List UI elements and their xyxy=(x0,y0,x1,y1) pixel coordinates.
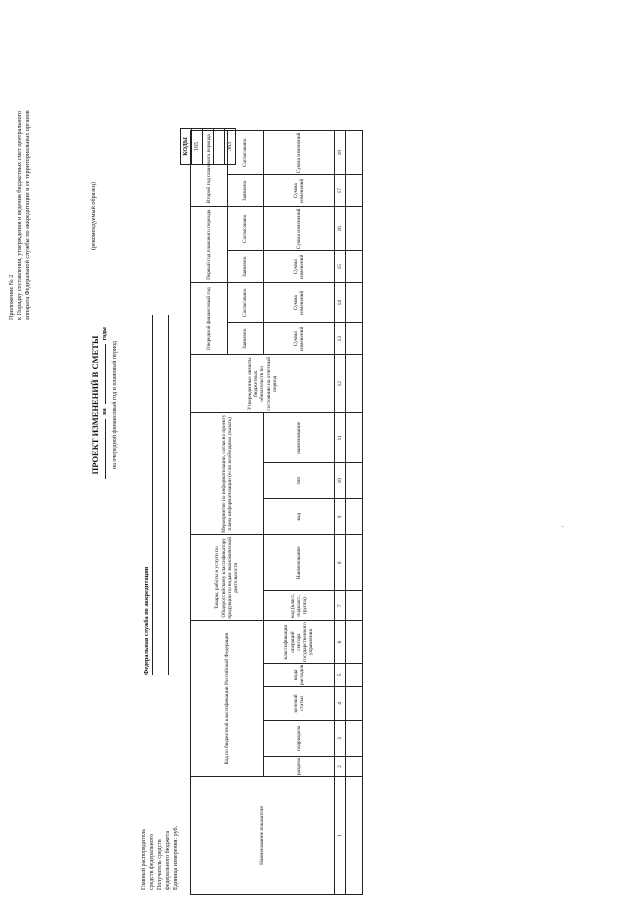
col-requested: Заявлено xyxy=(227,323,264,355)
col-it-type: тип xyxy=(264,463,335,499)
na-label: на xyxy=(102,408,108,415)
period-note: на очередной финансовый год и плановый период xyxy=(112,341,118,469)
col-number: 18 xyxy=(335,131,346,175)
col-year0: Очередной финансовый год xyxy=(191,283,228,355)
code-cell: 383 xyxy=(225,129,236,165)
table-row xyxy=(346,131,363,895)
col-sum: Сумма изменений xyxy=(264,131,335,175)
col-name: Наименование показателя xyxy=(191,777,335,895)
col-kosgu: классификации операций сектора государственного управления xyxy=(264,621,335,664)
col-agreed: Согласовано xyxy=(227,283,264,323)
column-numbers-row xyxy=(335,131,346,895)
col-number: 17 xyxy=(335,175,346,207)
changes-table xyxy=(190,130,363,895)
recipient-underline xyxy=(168,315,169,675)
col-number: 11 xyxy=(335,413,346,463)
col-it-name: наименование xyxy=(264,413,335,463)
col-number: 2 xyxy=(335,756,346,776)
year-blank xyxy=(105,419,106,479)
col-number: 15 xyxy=(335,251,346,283)
col-razdel: раздела xyxy=(264,756,335,776)
col-requested: Заявлено xyxy=(227,175,264,207)
appendix-line: аппарата Федеральной службы по аккредитации и ее территориальных органов xyxy=(24,110,31,320)
col-sum: Сумма изменений xyxy=(264,323,335,355)
col-sum: Сумма изменений xyxy=(264,175,335,207)
col-number: 16 xyxy=(335,207,346,251)
left-label: Единица измерения: руб. xyxy=(173,825,179,890)
appendix-line: Приложение № 2 xyxy=(8,274,15,320)
col-number: 3 xyxy=(335,720,346,756)
col-goods-name: Наименование xyxy=(264,535,335,591)
col-year1: Первый год планового периода xyxy=(191,207,228,283)
left-label: средств федерального xyxy=(149,833,155,890)
col-statya: целевой статьи xyxy=(264,686,335,720)
codes-title: КОДЫ xyxy=(181,129,192,165)
year-blank xyxy=(105,344,106,404)
left-label: Получатель средств xyxy=(157,839,163,890)
col-sum: Сумма изменений xyxy=(264,207,335,251)
col-goods: Товары, работы и услуги по Общероссийскому классификатору продукции по видам экономической деятельности xyxy=(191,535,264,621)
col-it: Мероприятие по информатизации, согласно проекту плана информатизации (если необходимо указать) xyxy=(191,413,264,535)
recommended-note: (рекомендуемый образец) xyxy=(90,181,97,250)
left-label: Главный распорядитель xyxy=(141,828,147,890)
col-number: 8 xyxy=(335,535,346,591)
col-limits: Утвержденные лимиты бюджетных обязательств по состоянию на отчетный период xyxy=(191,355,335,413)
left-label: федерального бюджета xyxy=(165,830,171,890)
col-number: 13 xyxy=(335,323,346,355)
scan-mark: ' xyxy=(562,525,568,527)
col-number: 7 xyxy=(335,591,346,621)
col-it-code: код xyxy=(264,499,335,535)
col-number: 1 xyxy=(335,777,346,895)
col-number: 9 xyxy=(335,499,346,535)
col-vid: вида расходов xyxy=(264,663,335,686)
col-requested: Заявлено xyxy=(227,251,264,283)
agency-name: Федеральная служба по аккредитации xyxy=(143,566,150,675)
col-number: 10 xyxy=(335,463,346,499)
col-number: 5 xyxy=(335,663,346,686)
col-bk: Код по бюджетной классификации Российской Федерации xyxy=(191,621,264,777)
years-line xyxy=(102,205,108,605)
col-agreed: Согласовано xyxy=(227,131,264,175)
appendix-line: к Порядку составления, утверждения и ведения бюджетных смет центрального xyxy=(16,110,23,320)
col-number: 12 xyxy=(335,355,346,413)
col-podrazdel: подраздела xyxy=(264,720,335,756)
col-number: 6 xyxy=(335,621,346,664)
col-agreed: Согласовано xyxy=(227,207,264,251)
agency-underline xyxy=(152,315,153,675)
left-labels xyxy=(140,826,180,890)
col-number: 4 xyxy=(335,686,346,720)
col-sum: Сумма изменений xyxy=(264,283,335,323)
col-sum: Сумма изменений xyxy=(264,251,335,283)
code-cell: 165 xyxy=(192,129,203,165)
years-label: годы xyxy=(102,327,108,341)
appendix-header xyxy=(8,20,32,320)
document-title: ПРОЕКТ ИЗМЕНЕНИЙ В СМЕТЫ xyxy=(90,335,100,475)
col-year2: Второй год планового периода xyxy=(191,131,228,207)
col-number: 14 xyxy=(335,283,346,323)
col-goods-code: код (класс, подкласс, группа) xyxy=(264,591,335,621)
